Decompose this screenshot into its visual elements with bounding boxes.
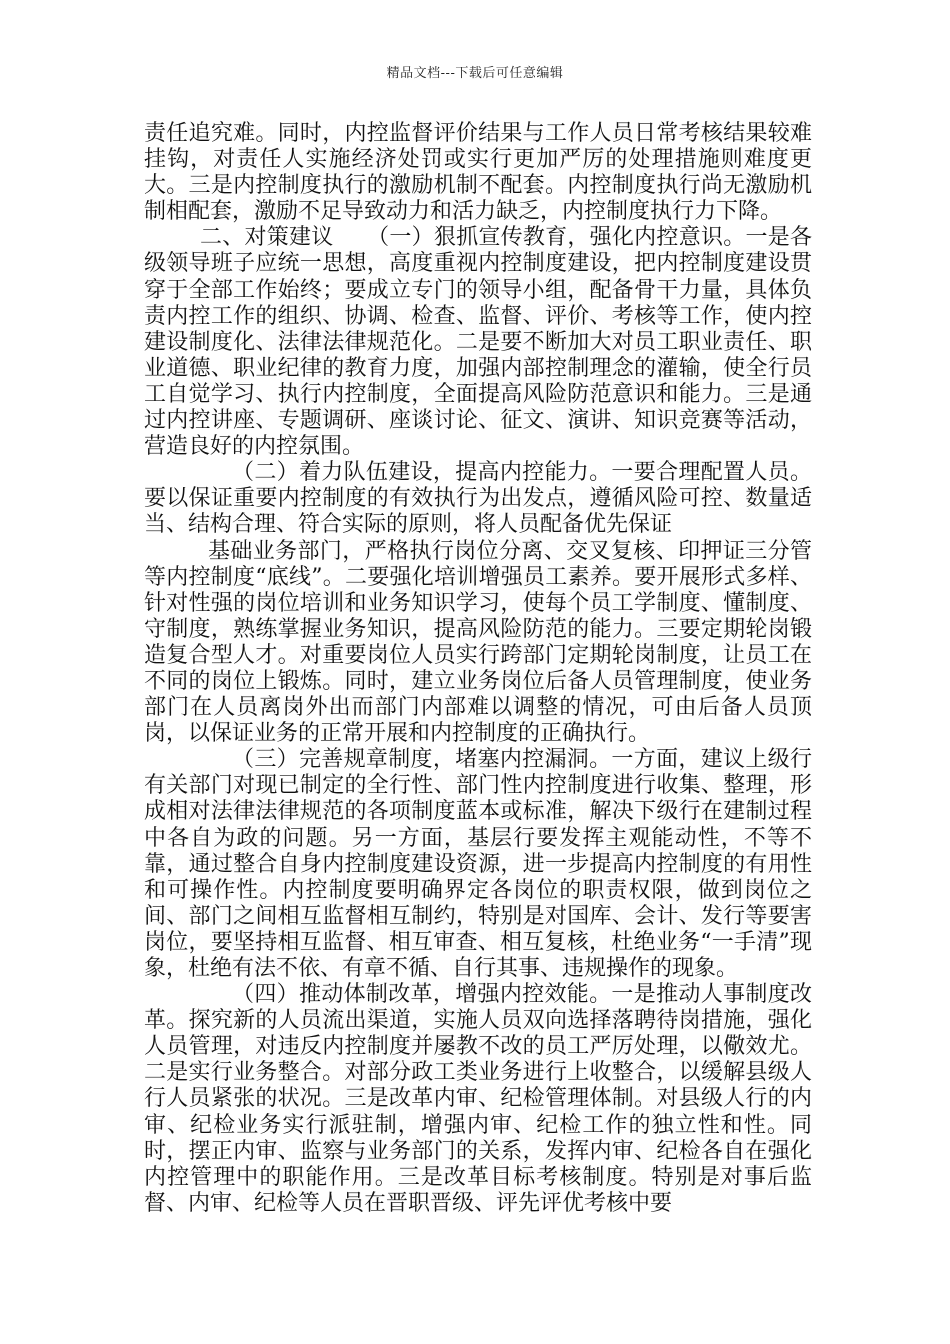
paragraph-1: 责任追究难。同时，内控监督评价结果与工作人员日常考核结果较难挂钩，对责任人实施经济处罚或实行更加严厉的处理措施则难度更大。三是内控制度执行的激励机制不配套。内控制度执行尚无激励机制相配套，激励不足导致动力和活力缺乏，内控制度执行力下降。: [144, 121, 812, 225]
paragraph-6: （四）推动体制改革，增强内控效能。一是推动人事制度改革。探究新的人员流出渠道，实施人员双向选择落聘待岗措施，强化人员管理，对违反内控制度并屡教不改的员工严厉处理，以儆效尤。二是实行业务整合。对部分政工类业务进行上收整合，以缓解县级人行人员紧张的状况。三是改革内审、纪检管理体制。对县级人行的内审、纪检业务实行派驻制，增强内审、纪检工作的独立性和性。同时，摆正内审、监察与业务部门的关系，发挥内审、纪检各自在强化内控管理中的职能作用。三是改革目标考核制度。特别是对事后监督、内审、纪检等人员在晋职晋级、评先评优考核中要: [144, 982, 812, 1216]
paragraph-2: 二、对策建议 （一）狠抓宣传教育，强化内控意识。一是各级领导班子应统一思想，高度重视内控制度建设，把内控制度建设贯穿于全部工作始终；要成立专门的领导小组，配备骨干力量，具体负责内控工作的组织、协调、检查、监督、评价、考核等工作，使内控建设制度化、法律法律规范化。二是要不断加大对员工职业责任、职业道德、职业纪律的教育力度，加强内部控制理念的灌输，使全行员工自觉学习、执行内控制度，全面提高风险防范意识和能力。三是通过内控讲座、专题调研、座谈讨论、征文、演讲、知识竞赛等活动，营造良好的内控氛围。: [144, 225, 812, 460]
paragraph-5: （三）完善规章制度，堵塞内控漏洞。一方面，建议上级行有关部门对现已制定的全行性、部门性内控制度进行收集、整理，形成相对法律法律规范的各项制度蓝本或标准，解决下级行在建制过程中各自为政的问题。另一方面，基层行要发挥主观能动性，不等不靠，通过整合自身内控制度建设资源，进一步提高内控制度的有用性和可操作性。内控制度要明确界定各岗位的职责权限，做到岗位之间、部门之间相互监督相互制约，特别是对国库、会计、发行等要害岗位，要坚持相互监督、相互审查、相互复核，杜绝业务“一手清”现象，杜绝有法不依、有章不循、自行其事、违规操作的现象。: [144, 747, 812, 981]
page-header: 精品文档---下载后可任意编辑: [386, 66, 564, 81]
document-body: [144, 121, 812, 1217]
paragraph-4: 基础业务部门，严格执行岗位分离、交叉复核、印押证三分管等内控制度“底线”。二要强化培训增强员工素养。要开展形式多样、针对性强的岗位培训和业务知识学习，使每个员工学制度、懂制度、守制度，熟练掌握业务知识，提高风险防范的能力。三要定期轮岗锻造复合型人才。对重要岗位人员实行跨部门定期轮岗制度，让员工在不同的岗位上锻炼。同时，建立业务岗位后备人员管理制度，使业务部门在人员离岗外出而部门内部难以调整的情况，可由后备人员顶岗，以保证业务的正常开展和内控制度的正确执行。: [144, 538, 812, 747]
paragraph-3: （二）着力队伍建设，提高内控能力。一要合理配置人员。要以保证重要内控制度的有效执行为出发点，遵循风险可控、数量适当、结构合理、符合实际的原则，将人员配备优先保证: [144, 460, 812, 538]
